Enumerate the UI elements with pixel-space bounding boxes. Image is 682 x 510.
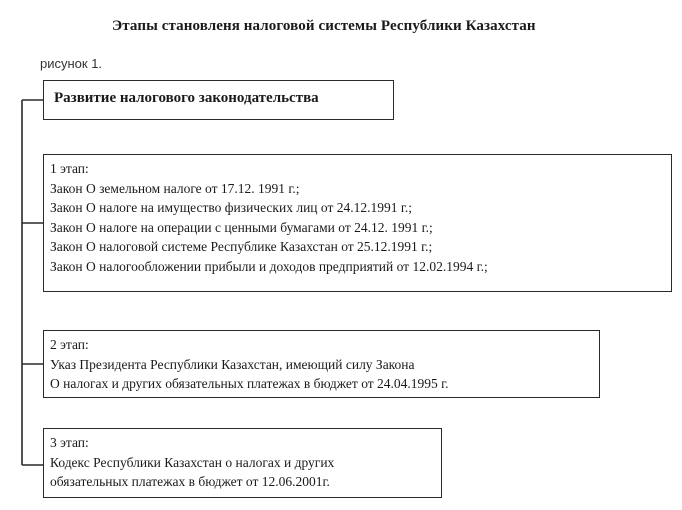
stage-1-line: Закон О земельном налоге от 17.12. 1991 г.;: [50, 180, 300, 196]
stage-1-line: Закон О налоге на имущество физических лиц от 24.12.1991 г.;: [50, 200, 413, 215]
stage-3-heading: 3 этап:: [50, 435, 89, 450]
stage-3-line: обязательных платежах в бюджет от 12.06.2001г.: [50, 474, 330, 489]
diagram-title: Этапы становленя налоговой системы Республики Казахстан: [112, 18, 536, 34]
stage-2-line: Указ Президента Республики Казахстан, имеющий силу Закона: [50, 356, 415, 372]
stage-2-heading: 2 этап:: [50, 337, 89, 352]
stage-2-box: [43, 330, 600, 398]
stage-1-box: [43, 154, 672, 292]
stage-1-line: Закон О налоговой системе Республике Казахстан от 25.12.1991 г.;: [50, 239, 433, 254]
main-box: [43, 80, 394, 120]
stage-1-line: Закон О налоге на операции с ценными бумагами от 24.12. 1991 г.;: [50, 219, 433, 235]
figure-caption: рисунок 1.: [40, 56, 103, 71]
stage-1-heading: 1 этап:: [50, 161, 89, 176]
stage-3-box: [43, 428, 442, 498]
main-box-label: Развитие налогового законодательства: [54, 90, 319, 106]
stage-1-line: Закон О налогообложении прибыли и доходов предприятий от 12.02.1994 г.;: [50, 258, 488, 274]
stage-2-line: О налогах и других обязательных платежах в бюджет от 24.04.1995 г.: [50, 376, 449, 391]
stage-3-line: Кодекс Республики Казахстан о налогах и других: [50, 454, 335, 470]
